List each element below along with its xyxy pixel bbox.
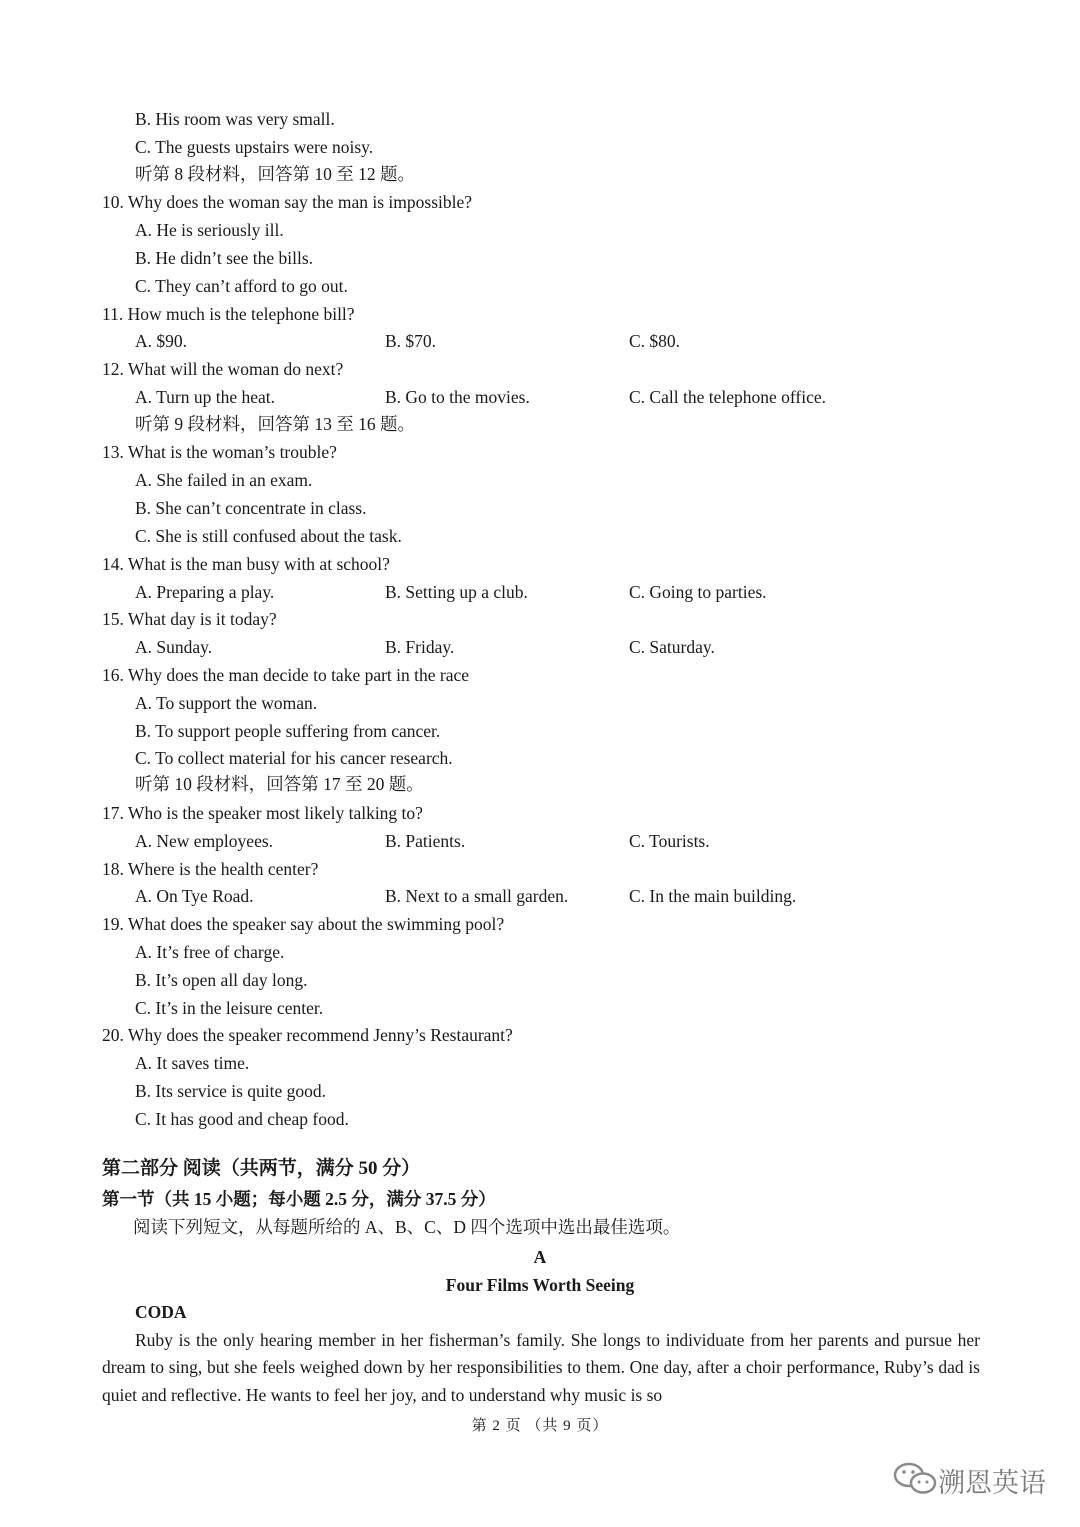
question-14: 14. What is the man busy with at school? [102,554,390,574]
option-17a: A. New employees. [135,831,274,851]
option-19a: A. It’s free of charge. [135,942,285,962]
option-13c: C. She is still confused about the task. [135,526,402,546]
option-15c: C. Saturday. [629,637,715,657]
section-subtitle: 第一节（共 15 小题；每小题 2.5 分，满分 37.5 分） [102,1189,496,1209]
option-17b: B. Patients. [385,831,466,851]
passage-title: Four Films Worth Seeing [445,1275,635,1295]
passage-paragraph: Ruby is the only hearing member in her fisherman’s family. She longs to individuate from her parents and pursue her dream to sing, but she feels weighed down by her responsibilities to them. One day, after a choir performance, Ruby’s dad is quiet and reflective. He wants to feel her joy, and to understand why music is so [102,1330,980,1405]
option-10c: C. They can’t afford to go out. [135,276,348,296]
question-20: 20. Why does the speaker recommend Jenny’s Restaurant? [102,1025,513,1045]
reading-instruction: 阅读下列短文，从每题所给的 A、B、C、D 四个选项中选出最佳选项。 [133,1217,681,1237]
watermark-label: 溯恩英语 [938,1468,1046,1499]
option-17c: C. Tourists. [629,831,710,851]
option-12a: A. Turn up the heat. [135,387,275,407]
question-13: 13. What is the woman’s trouble? [102,442,337,462]
option-11b: B. $70. [385,331,437,351]
question-15: 15. What day is it today? [102,609,277,629]
option-14a: A. Preparing a play. [135,582,275,602]
option-18a: A. On Tye Road. [135,886,254,906]
option-19c: C. It’s in the leisure center. [135,998,324,1018]
option-14b: B. Setting up a club. [385,582,528,602]
listening-instruction: 听第 9 段材料，回答第 13 至 16 题。 [135,414,415,434]
option-18b: B. Next to a small garden. [385,886,569,906]
option-12b: B. Go to the movies. [385,387,530,407]
option-16a: A. To support the woman. [135,693,318,713]
option-16b: B. To support people suffering from cancer. [135,721,441,741]
question-19: 19. What does the speaker say about the swimming pool? [102,914,505,934]
question-12: 12. What will the woman do next? [102,359,344,379]
film-title: CODA [135,1302,187,1322]
option-20a: A. It saves time. [135,1053,250,1073]
option-9c: C. The guests upstairs were noisy. [135,137,374,157]
option-13a: A. She failed in an exam. [135,470,313,490]
listening-instruction: 听第 8 段材料，回答第 10 至 12 题。 [135,164,415,184]
question-17: 17. Who is the speaker most likely talking to? [102,803,423,823]
option-10a: A. He is seriously ill. [135,220,284,240]
question-11: 11. How much is the telephone bill? [102,304,355,324]
option-15b: B. Friday. [385,637,455,657]
option-16c: C. To collect material for his cancer research. [135,748,453,768]
option-20c: C. It has good and cheap food. [135,1109,349,1129]
part-title: 第二部分 阅读（共两节，满分 50 分） [102,1158,421,1179]
option-10b: B. He didn’t see the bills. [135,248,314,268]
option-14c: C. Going to parties. [629,582,767,602]
question-18: 18. Where is the health center? [102,859,319,879]
option-19b: B. It’s open all day long. [135,970,308,990]
option-18c: C. In the main building. [629,886,797,906]
page-footer: 第 2 页 （共 9 页） [471,1418,609,1434]
listening-instruction: 听第 10 段材料，回答第 17 至 20 题。 [135,774,424,794]
option-12c: C. Call the telephone office. [629,387,826,407]
option-11c: C. $80. [629,331,681,351]
option-11a: A. $90. [135,331,188,351]
option-15a: A. Sunday. [135,637,213,657]
option-13b: B. She can’t concentrate in class. [135,498,367,518]
question-16: 16. Why does the man decide to take part in the race [102,665,470,685]
question-10: 10. Why does the woman say the man is impossible? [102,192,473,212]
passage-letter: A [533,1247,547,1267]
option-9b: B. His room was very small. [135,109,335,129]
option-20b: B. Its service is quite good. [135,1081,327,1101]
